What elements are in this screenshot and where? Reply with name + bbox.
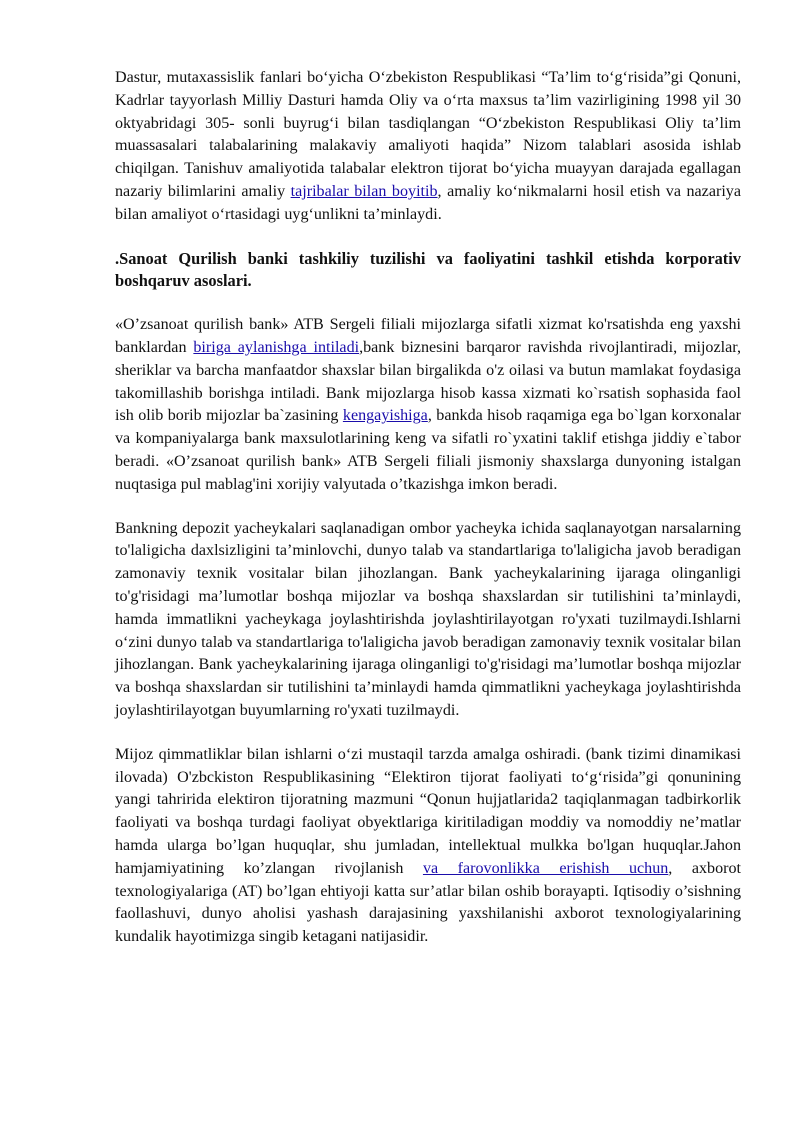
link-tajribalar[interactable]: tajribalar bilan boyitib <box>290 182 438 200</box>
link-kengayishiga[interactable]: kengayishiga <box>342 407 428 425</box>
link-biriga-aylanishga[interactable]: biriga aylanishga intiladi <box>193 338 360 356</box>
paragraph-e-commerce-text-a: Mijoz qimmatliklar bilan ishlarni o‘zi mustaqil tarzda amalga oshiradi. (bank tizimi dinamikasi ilovada) O'zbckiston Respublikasining “Elektiron tijorat faoliyati to‘g‘risida”gi qonunining yangi tahririda elektiron tijoratning mazmuni “Qonun hujjatlarida2 taqiqlanmagan tadbirkorlik faoliyati va boshqa turdagi faoliyat obyektlariga kiritiladigan moddiy va nomoddiy ne’matlar hamda ularga bo’lgan huquqlar, shu jumladan, intellektual mulkka bo'lgan huquqlar.Jahon hamjamiyatining ko’zlangan rivojlanish <box>115 745 741 877</box>
paragraph-bank-services-text-a: «O’zsanoat qurilish bank» ATB Sergeli filiali mijozlarga sifatli xizmat ko'rsatishda eng yaxshi banklardan <box>115 316 741 356</box>
paragraph-bank-services-text-c: , bankda hisob raqamiga ega bo`lgan korxonalar va kompaniyalarga bank maxsulotlarining keng va sifatli ro`yxatini taklif etishga jiddiy e`tabor beradi. «O’zsanoat qurilish bank» ATB Sergeli filiali jismoniy shaxslarga dunyoning istalgan nuqtasiga pul mablag'ini xorijiy valyutada o’tkazishga imkon beradi. <box>115 407 742 493</box>
link-farovonlikka[interactable]: va farovonlikka erishish uchun <box>422 859 669 877</box>
paragraph-deposit-cells: Bankning depozit yacheykalari saqlanadigan ombor yacheyka ichida saqlanayotgan narsalarning to'laligicha daxlsizligini ta’minlovchi, dunyo talab va standartlariga to'laligicha javob beradigan zamonaviy texnik vositalar bilan jihozlangan. Bank yacheykalarining ijaraga olinganligi to'g'risidagi ma’lumotlar boshqa mijozlar va boshqa shaxslardan sir tutilishini ta’minlaydi, hamda immatlikni yacheykaga joylashtirishda joylashtirilayotgan ro'yxati tuzilmaydi.Ishlarni o‘zini dunyo talab va standartlariga to'laligicha javob beradigan zamonaviy texnik vositalar bilan jihozlangan. Bank yacheykalarining ijaraga olinganligi to'g'risidagi ma’lumotlar boshqa mijozlar va boshqa shaxslardan sir tutilishini ta’minlaydi hamda qimmatlikni yacheykaga joylashtirishda joylashtirilayotgan buyumlarning ro'yxati tuzilmaydi. <box>115 519 741 719</box>
paragraph-e-commerce <box>115 744 741 949</box>
section-heading: .Sanoat Qurilish banki tashkiliy tuzilishi va faoliyatini tashkil etishda korporativ boshqaruv asoslari. <box>115 248 741 291</box>
paragraph-e-commerce-text-b: , axborot texnologiyalariga (AT) bo’lgan ehtiyoji katta sur’atlar bilan oshib borayapti. Iqtisodiy o’sishning faollashuvi, dunyo aholisi yashash darajasining yaxshilanishi axborot texnologiyalarining kundalik hayotimizga singib ketagani natijasidir. <box>115 859 741 946</box>
paragraph-bank-services-text-b: ,bank biznesini barqaror ravishda rivojlantiradi, mijozlar, sheriklar va barcha manfaatdor shaxslar bilan birgalikda o'z oilasi va butun mamlakat foydasiga takomillashib borishga intiladi. Bank mijozlarga hisob kassa xizmati ko`rsatish sophasida faol ish olib borib mijozlar ba`zasining <box>115 338 741 425</box>
paragraph-intro-text-b: , amaliy ko‘nikmalarni hosil etish va nazariya bilan amaliyot o‘rtasidagi uyg‘unlikni ta’minlaydi. <box>115 182 741 223</box>
paragraph-bank-services <box>115 314 741 496</box>
paragraph-intro <box>115 67 741 227</box>
document-page <box>115 67 741 949</box>
paragraph-intro-text-a: Dastur, mutaxassislik fanlari bo‘yicha O‘zbekiston Respublikasi “Ta’lim to‘g‘risida”gi Qonuni, Kadrlar tayyorlash Milliy Dasturi hamda Oliy va o‘rta maxsus ta’lim vazirligining 1998 yil 30 oktyabridagi 305- sonli buyrug‘i bilan tasdiqlangan “O‘zbekiston Respublikasi Oliy ta’lim muassasalari talabalarining malakaviy amaliyoti haqida” Nizom talablari asosida ishlab chiqilgan. Tanishuv amaliyotida talabalar elektron tijorat bo‘yicha muayyan darajada egallagan nazariy bilimlarini amaliy <box>115 69 741 200</box>
